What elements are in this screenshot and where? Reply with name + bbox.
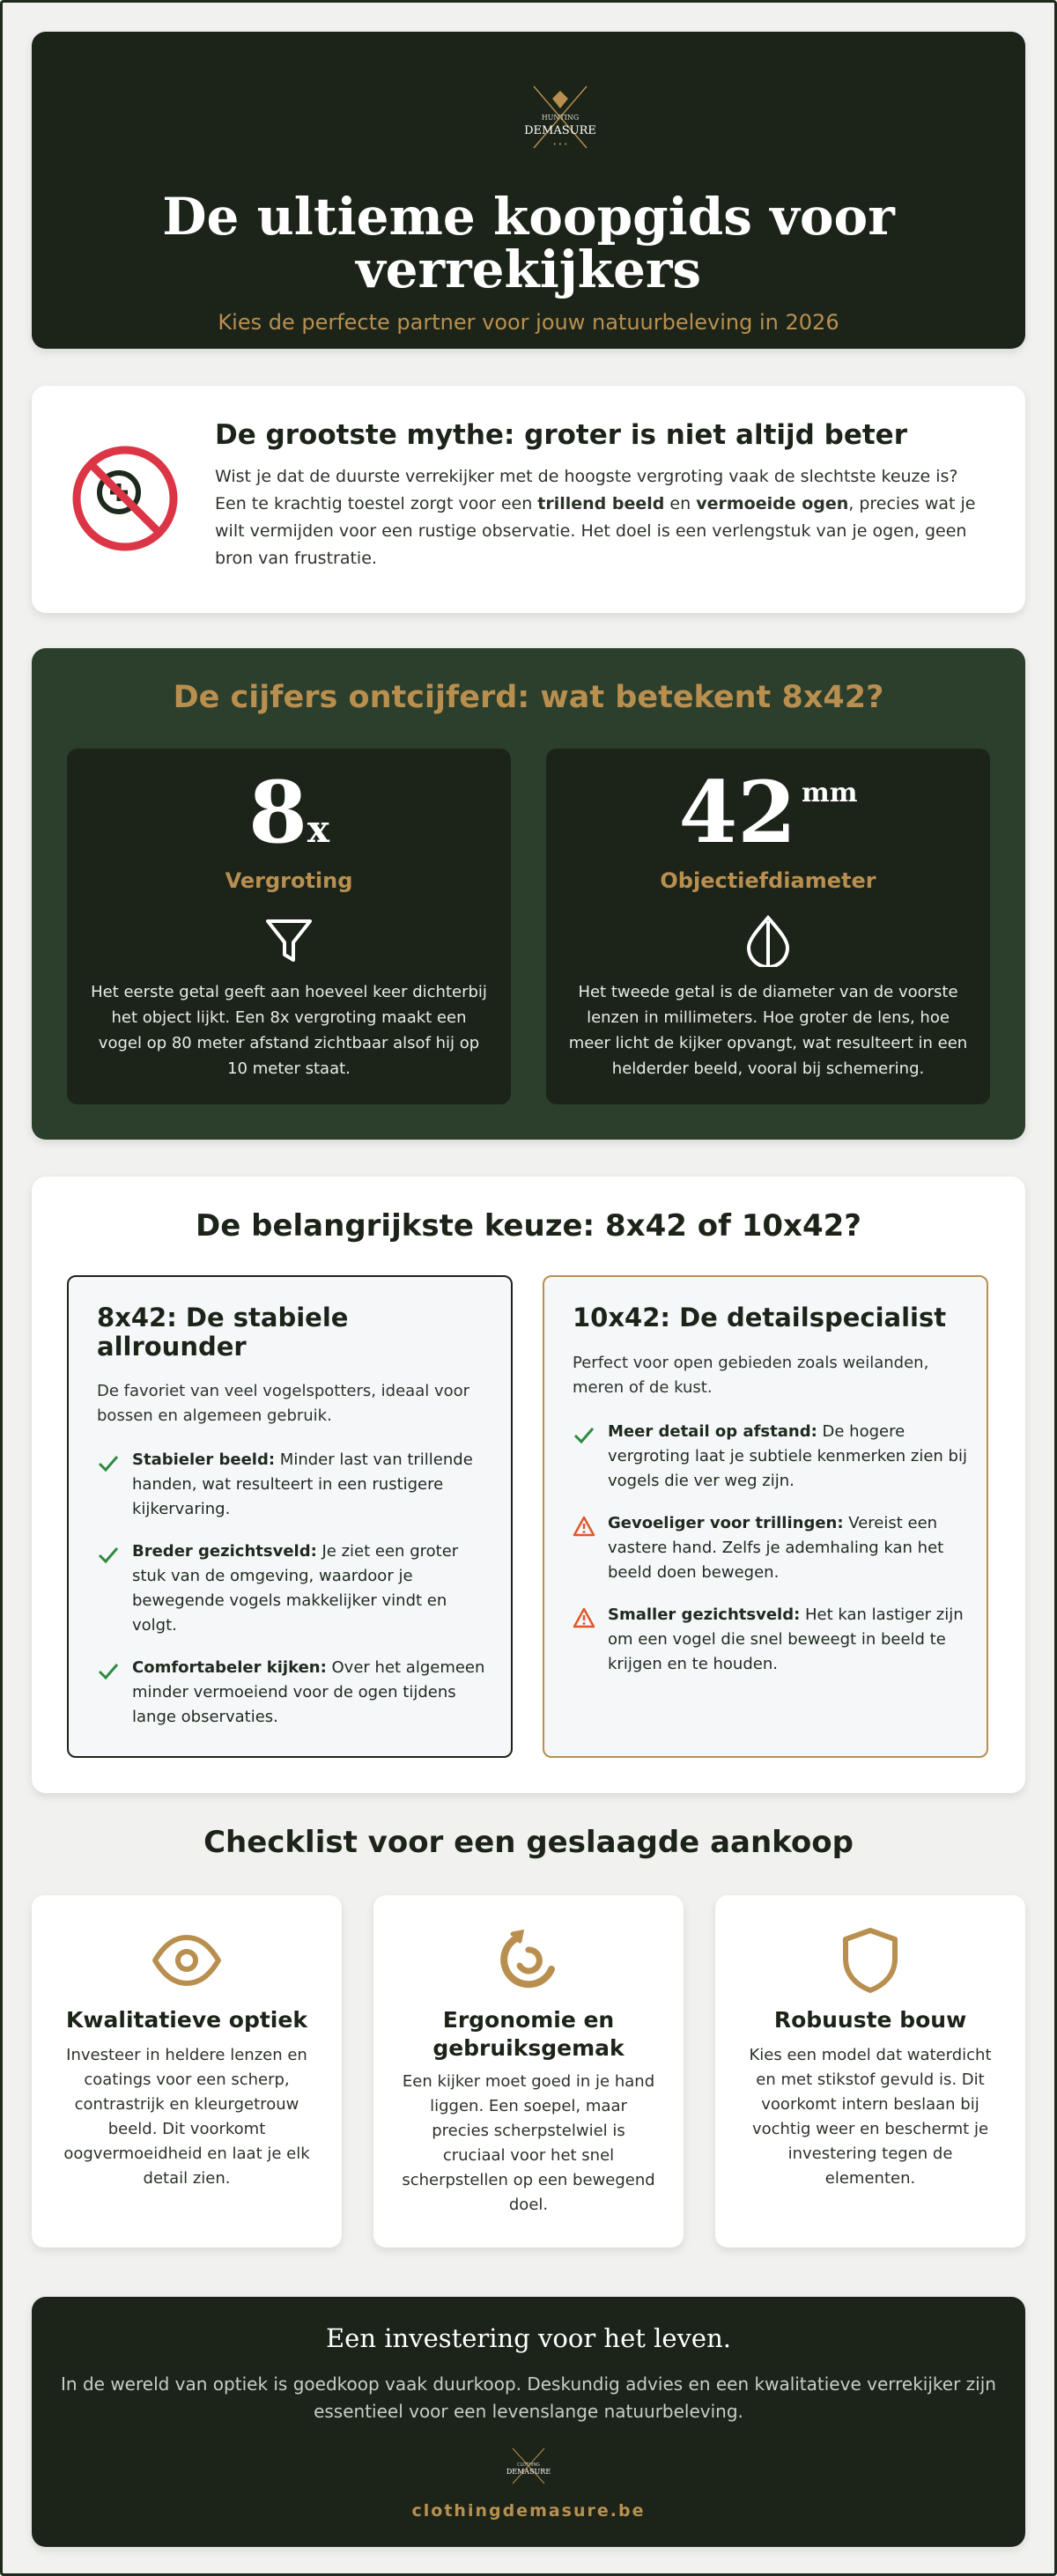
objective-text: Het tweede getal is de diameter van de voorste lenzen in millimeters. Hoe groter de lens, hoe meer licht de kijker opvangt, wat resulteert in een helderder beeld, vooral bij schemering. [568, 983, 968, 1078]
funnel-icon [262, 914, 315, 967]
svg-text:CLOTHING: CLOTHING [517, 2462, 540, 2468]
checklist-card-title: Ergonomie en gebruiksgemak [432, 2007, 625, 2061]
myth-title: De grootste mythe: groter is niet altijd beter [215, 419, 907, 451]
objective-label: Objectiefdiameter [660, 868, 876, 893]
svg-text:HUNTING: HUNTING [541, 114, 580, 122]
list-item: Smaller gezichtsveld: Het kan lastiger zijn om een vogel die snel beweegt in beeld te krijgen en te houden. [573, 1603, 967, 1677]
option-intro: De favoriet van veel vogelspotters, ideaal voor bossen en algemeen gebruik. [97, 1382, 470, 1425]
numbers-title: De cijfers ontcijferd: wat betekent 8x42? [173, 680, 884, 715]
option-8x42 [67, 1275, 513, 1758]
checklist-card-title: Kwalitatieve optiek [66, 2007, 307, 2033]
no-zoom-icon [70, 444, 180, 553]
checklist-card-text: Investeer in heldere lenzen en coatings voor een scherp, contrastrijk en kleurgetrouw beeld. Dit voorkomt oogvermoeidheid en laat je elk detail zien. [63, 2046, 310, 2188]
comparison-title: De belangrijkste keuze: 8x42 of 10x42? [196, 1208, 861, 1244]
checklist-card-title: Robuuste bouw [773, 2007, 967, 2033]
page-title: De ultieme koopgids voor verrekijkers [162, 187, 895, 299]
checklist-card-text: Een kijker moet goed in je hand liggen. Een soepel, maar precies scherpstelwiel is cruciaal voor het snel scherpstellen op een bewegend doel. [402, 2072, 655, 2214]
objective-card [546, 749, 990, 1104]
pros-cons-list [573, 1420, 967, 1694]
hero-banner [32, 32, 1025, 349]
list-item: Meer detail op afstand: De hogere vergroting laat je subtiele kenmerken zien bij vogels die ver weg zijn. [573, 1420, 967, 1494]
myth-text: Wist je dat de duurste verrekijker met de hoogste vergroting vaak de slechtste keuze is? Een te krachtig toestel zorgt voor een trillend beeld en vermoeide ogen, precies wat je wilt vermijden voor een rustige observatie. Het doel is een verlengstuk van je ogen, geen bron van frustratie. [215, 467, 976, 568]
warning-icon [573, 1606, 595, 1629]
focus-wheel-icon [493, 1925, 564, 1996]
checklist-card-text: Kies een model dat waterdicht en met stikstof gevuld is. Dit voorkomt intern beslaan bij vochtig weer en beschermt je investering tegen de elementen. [749, 2046, 992, 2188]
footer-logo [500, 2445, 557, 2489]
footer-text: In de wereld van optiek is goedkoop vaak duurkoop. Deskundig advies en een kwalitatieve verrekijker zijn essentieel voor een levenslange natuurbeleving. [61, 2373, 996, 2422]
footer [32, 2297, 1025, 2547]
option-intro: Perfect voor open gebieden zoals weilanden, meren of de kust. [573, 1354, 929, 1397]
check-icon [573, 1423, 595, 1446]
brand-logo [514, 81, 606, 166]
check-icon [97, 1451, 120, 1474]
list-item: Stabieler beeld: Minder last van trillende handen, wat resulteert in een rustigere kijkervaring. [97, 1448, 492, 1522]
comparison-section [32, 1177, 1025, 1793]
warning-icon [573, 1515, 595, 1538]
list-item: Breder gezichtsveld: Je ziet een groter stuk van de omgeving, waardoor je bewegende vogels makkelijker vindt en volgt. [97, 1539, 492, 1638]
list-item: Comfortabeler kijken: Over het algemeen minder vermoeiend voor de ogen tijdens lange observaties. [97, 1656, 492, 1730]
checklist-card-build [715, 1895, 1025, 2248]
page-subtitle: Kies de perfecte partner voor jouw natuurbeleving in 2026 [218, 310, 839, 335]
lens-drop-icon [742, 914, 795, 967]
numbers-section [32, 648, 1025, 1140]
magnification-text: Het eerste getal geeft aan hoeveel keer dichterbij het object lijkt. Een 8x vergroting maakt een vogel op 80 meter afstand zichtbaar alsof hij op 10 meter staat. [91, 983, 487, 1078]
check-icon [97, 1659, 120, 1682]
checklist-card-ergonomics [373, 1895, 684, 2248]
list-item: Gevoeliger voor trillingen: Vereist een vastere hand. Zelfs je ademhaling kan het beeld doen bewegen. [573, 1511, 967, 1585]
magnification-label: Vergroting [225, 868, 353, 893]
myth-section [32, 386, 1025, 613]
check-icon [97, 1543, 120, 1566]
option-title: 10x42: De detailspecialist [573, 1303, 947, 1332]
objective-value: 42 mm [678, 763, 858, 862]
checklist-card-optics [32, 1895, 342, 2248]
checklist-title: Checklist voor een geslaagde aankoop [203, 1825, 854, 1860]
magnification-card [67, 749, 511, 1104]
option-10x42 [543, 1275, 988, 1758]
pros-list [97, 1448, 492, 1747]
magnification-value: 8x [248, 763, 329, 862]
option-title: 8x42: De stabiele allrounder [97, 1303, 349, 1362]
eye-icon [152, 1925, 222, 1996]
svg-text:DEMASURE: DEMASURE [524, 124, 596, 137]
svg-text:• • •: • • • [552, 141, 568, 148]
shield-icon [835, 1925, 905, 1996]
footer-title: Een investering voor het leven. [326, 2323, 731, 2353]
website-link[interactable]: clothingdemasure.be [411, 2501, 646, 2521]
svg-text:DEMASURE: DEMASURE [506, 2468, 551, 2476]
